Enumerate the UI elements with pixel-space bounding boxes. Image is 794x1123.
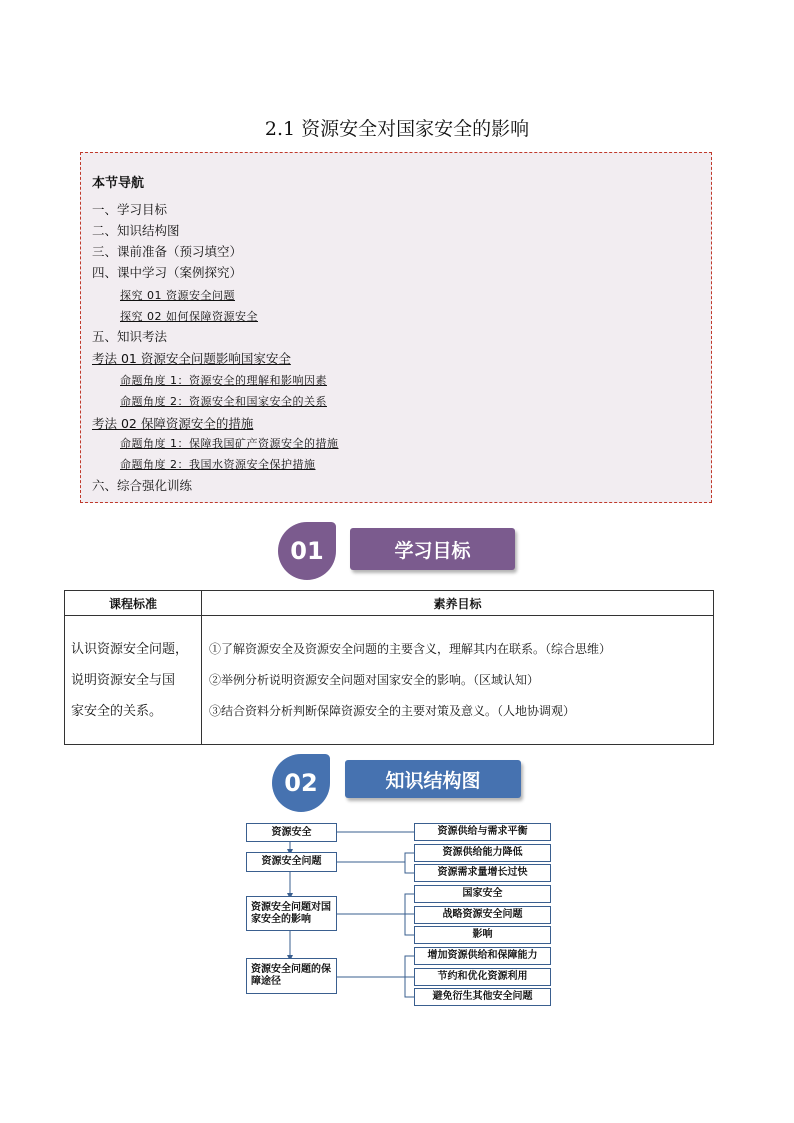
section-number: 02 (272, 754, 330, 812)
nav-item[interactable]: 考法 02 保障资源安全的措施 (92, 416, 254, 431)
diagram-node: 资源供给与需求平衡 (414, 823, 551, 841)
course-standard-cell (65, 616, 202, 745)
section-banner: 学习目标 (350, 528, 515, 570)
diagram-node: 影响 (414, 926, 551, 944)
nav-subitem[interactable]: 命题角度 1：保障我国矿产资源安全的措施 (120, 437, 339, 450)
nav-item[interactable]: 四、课中学习（案例探究） (92, 265, 243, 280)
diagram-node: 战略资源安全问题 (414, 906, 551, 924)
nav-subitem[interactable]: 探究 02 如何保障资源安全 (120, 310, 258, 323)
diagram-node: 避免衍生其他安全问题 (414, 988, 551, 1006)
literacy-goals-cell (202, 616, 714, 745)
nav-item[interactable]: 三、课前准备（预习填空） (92, 244, 243, 259)
goal-item: ①了解资源安全及资源安全问题的主要含义，理解其内在联系。（综合思维） (209, 641, 612, 656)
diagram-node: 资源需求量增长过快 (414, 864, 551, 882)
diagram-node: 资源安全问题对国家安全的影响 (246, 896, 337, 931)
diagram-node: 资源安全 (246, 823, 337, 842)
nav-item[interactable]: 五、知识考法 (92, 329, 168, 344)
diagram-node: 国家安全 (414, 885, 551, 903)
diagram-node: 增加资源供给和保障能力 (414, 947, 551, 965)
nav-subitem[interactable]: 命题角度 2：我国水资源安全保护措施 (120, 458, 316, 471)
nav-subitem[interactable]: 命题角度 2：资源安全和国家安全的关系 (120, 395, 327, 408)
table-header: 素养目标 (202, 591, 714, 616)
standard-line: 家安全的关系。 (71, 703, 163, 719)
goal-item: ③结合资料分析判断保障资源安全的主要对策及意义。（人地协调观） (209, 703, 576, 718)
nav-item[interactable]: 一、学习目标 (92, 202, 168, 217)
nav-heading: 本节导航 (92, 176, 145, 191)
table-header: 课程标准 (65, 591, 202, 616)
nav-subitem[interactable]: 命题角度 1：资源安全的理解和影响因素 (120, 374, 327, 387)
nav-subitem[interactable]: 探究 01 资源安全问题 (120, 289, 235, 302)
nav-item[interactable]: 二、知识结构图 (92, 223, 180, 238)
section-number: 01 (278, 522, 336, 580)
page-title: 2.1 资源安全对国家安全的影响 (264, 118, 530, 140)
standard-line: 说明资源安全与国 (71, 672, 176, 688)
nav-item[interactable]: 六、综合强化训练 (92, 478, 193, 493)
diagram-node: 资源安全问题的保障途径 (246, 958, 337, 994)
diagram-node: 资源安全问题 (246, 852, 337, 872)
goals-table (64, 590, 714, 745)
section-banner: 知识结构图 (345, 760, 521, 798)
diagram-node: 资源供给能力降低 (414, 844, 551, 862)
goal-item: ②举例分析说明资源安全问题对国家安全的影响。（区域认知） (209, 672, 540, 687)
section-navigation (80, 152, 712, 503)
diagram-node: 节约和优化资源利用 (414, 968, 551, 986)
standard-line: 认识资源安全问题， (71, 641, 189, 657)
nav-item[interactable]: 考法 01 资源安全问题影响国家安全 (92, 351, 291, 366)
